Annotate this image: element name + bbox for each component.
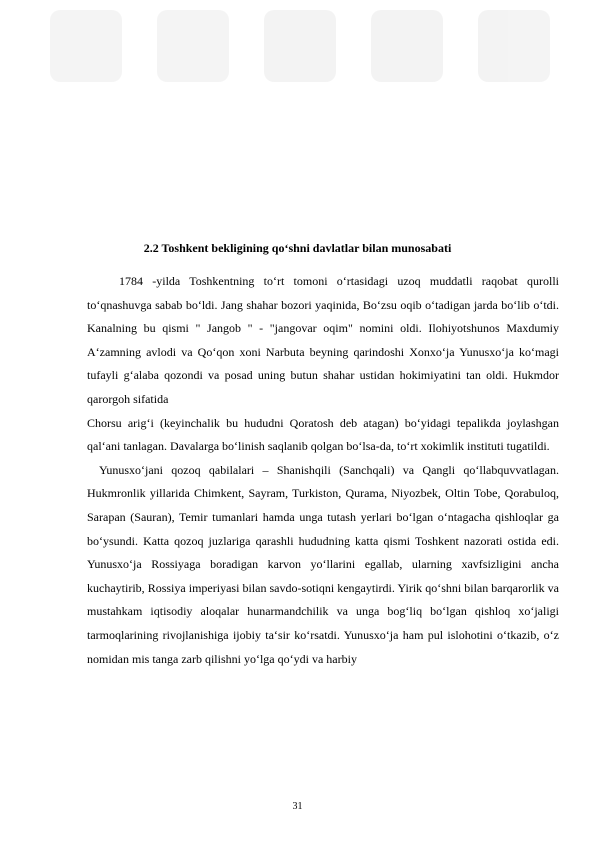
watermark-tile bbox=[371, 10, 443, 82]
watermark-tile bbox=[157, 10, 229, 82]
section-heading: 2.2 Toshkent bekligining qo‘shni davlatlar bilan munosabati bbox=[143, 241, 452, 255]
page-number: 31 bbox=[292, 801, 303, 812]
body-text bbox=[87, 270, 559, 671]
paragraph: Chorsu arig‘i (keyinchalik bu hududni Qoratosh deb atagan) bo‘yidagi tepalikda joylashgan qal‘ani tanlagan. Davalarga bo‘linish saqlanib qolgan bo‘lsa-da, to‘rt xokimlik instituti tugatildi. bbox=[87, 415, 559, 454]
paragraph: Yunusxo‘jani qozoq qabilalari – Shanishqili (Sanchqali) va Qangli qo‘llabquvvatlagan. Hukmronlik yillarida Chimkent, Sayram, Turkiston, Qurama, Niyozbek, Oltin Tobe, Qorabuloq, Sarapan (Sauran), Temir tumanlari hamda unga tutash yerlari bo‘lgan o‘ntagacha qishloqlar ga bo‘ysundi. Katta qozoq juzlariga qarashli hududning katta qismi Toshkent nazorati ostida edi. Yunusxo‘ja Rossiyaga boradigan karvon yo‘llarini egallab, ularning xavfsizligini ancha kuchaytirib, Rossiya imperiyasi bilan savdo-sotiqni kengaytirdi. Yirik qo‘shni bilan barqarorlik va mustahkam iqtisodiy aloqalar hunarmandchilik va unga bog‘liq bo‘lgan qishloq xo‘jaligi tarmoqlarining rivojlanishiga ijobiy ta‘sir ko‘rsatdi. Yunusxo‘ja ham pul islohotini o‘tkazib, o‘z nomidan mis tanga zarb qilishni yo‘lga qo‘ydi va harbiy bbox=[87, 462, 559, 666]
paragraph: 1784 -yilda Toshkentning to‘rt tomoni o‘rtasidagi uzoq muddatli raqobat qurolli to‘qnashuvga sabab bo‘ldi. Jang shahar bozori yaqinida, Bo‘zsu oqib o‘tadigan jarda bo‘lib o‘tdi. Kanalning bu qismi " Jangob " - "jangovar oqim" nomini oldi. Ilohiyotshunos Maxdumiy A‘zamning avlodi va Qo‘qon xoni Narbuta beyning qarindoshi Xonxo‘ja Yunusxo‘ja ko‘magi tufayli g‘alaba qozondi va posad uning butun shahar ustidan hokimiyatini tan oldi. Hukmdor qarorgoh sifatida bbox=[87, 274, 559, 406]
watermark bbox=[50, 10, 550, 105]
watermark-tile bbox=[50, 10, 122, 82]
watermark-tile bbox=[264, 10, 336, 82]
watermark-tile bbox=[478, 10, 550, 82]
